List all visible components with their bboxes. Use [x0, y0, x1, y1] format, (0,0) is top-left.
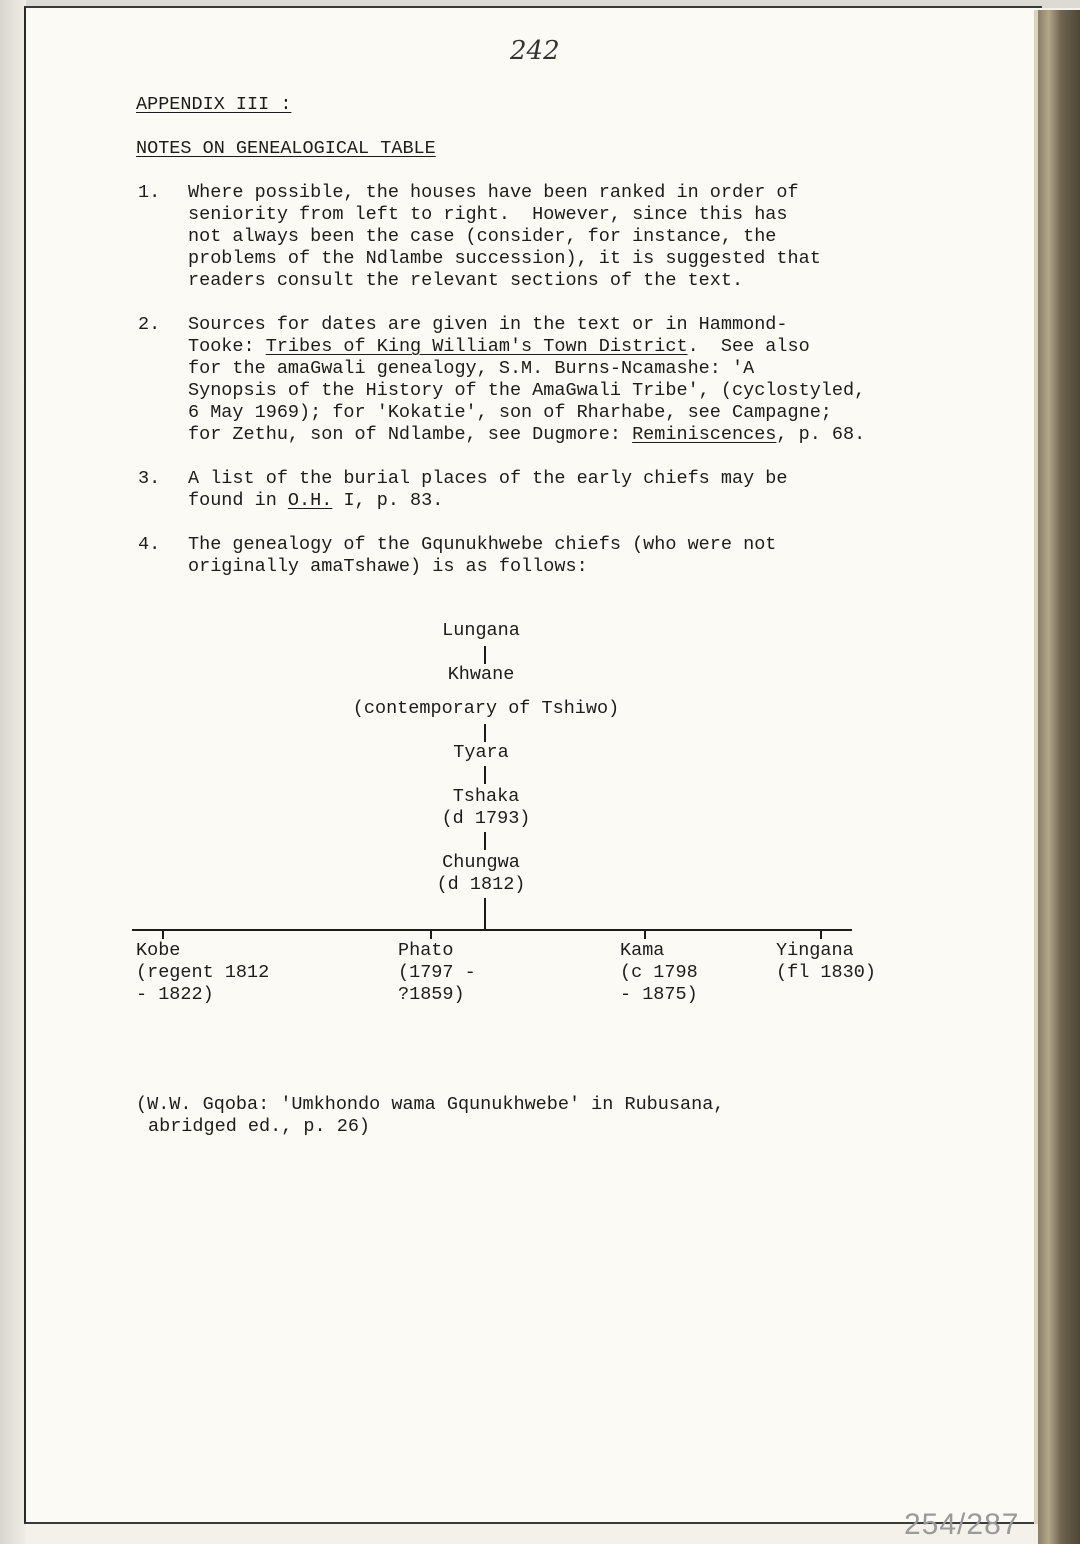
- note-3-number: 3.: [138, 468, 161, 489]
- tree-drop: [430, 929, 432, 939]
- tree-drop: [644, 929, 646, 939]
- note-2-line: Synopsis of the History of the AmaGwali Tribe', (cyclostyled,: [188, 380, 866, 401]
- note-1-line: readers consult the relevant sections of the text.: [188, 270, 744, 291]
- notes-title: NOTES ON GENEALOGICAL TABLE: [136, 138, 436, 159]
- tree-sibling-bar: [132, 929, 852, 931]
- note-2-text: , p. 68.: [776, 424, 866, 445]
- genealogy-tshaka: Tshaka: [452, 786, 520, 807]
- reference-oh: O.H.: [287, 490, 333, 511]
- genealogy-child-name: Kama: [620, 940, 665, 961]
- note-1-line: seniority from left to right. However, since this has: [188, 204, 788, 225]
- genealogy-child-name: Yingana: [776, 940, 854, 961]
- note-2-line: [188, 424, 865, 446]
- note-2-text: for Zethu, son of Ndlambe, see Dugmore:: [188, 424, 633, 445]
- note-2-line: Sources for dates are given in the text or in Hammond-: [188, 314, 788, 335]
- book-title-tribes: Tribes of King William's Town District: [265, 336, 688, 357]
- tree-drop: [820, 929, 822, 939]
- genealogy-child-name: Kobe: [136, 940, 181, 961]
- note-3-text: found in: [188, 490, 288, 511]
- tree-drop: [162, 929, 164, 939]
- note-2-line: 6 May 1969); for 'Kokatie', son of Rharhabe, see Campagne;: [188, 402, 832, 423]
- genealogy-chungwa: Chungwa: [442, 852, 520, 873]
- genealogy-child-dates: - 1822): [136, 984, 214, 1005]
- scan-left-edge: [0, 0, 26, 1544]
- genealogy-khwane-note: (contemporary of Tshiwo): [352, 698, 620, 719]
- note-2-number: 2.: [138, 314, 161, 335]
- handwritten-page-number: 242: [510, 36, 560, 66]
- note-2-line: [188, 336, 810, 358]
- note-1-line: not always been the case (consider, for instance, the: [188, 226, 777, 247]
- genealogy-child-dates: (c 1798: [620, 962, 698, 983]
- note-3-line: A list of the burial places of the early chiefs may be: [188, 468, 788, 489]
- tree-connector: [484, 646, 486, 664]
- citation-line: (W.W. Gqoba: 'Umkhondo wama Gqunukhwebe' in Rubusana,: [136, 1094, 725, 1115]
- genealogy-child-dates: ?1859): [398, 984, 465, 1005]
- note-3-text: I, p. 83.: [332, 490, 444, 511]
- genealogy-child-dates: - 1875): [620, 984, 698, 1005]
- page-counter: 254/287: [904, 1508, 1020, 1541]
- tree-connector: [484, 832, 486, 850]
- genealogy-child-name: Phato: [398, 940, 454, 961]
- note-1-line: problems of the Ndlambe succession), it is suggested that: [188, 248, 821, 269]
- tree-connector: [484, 724, 486, 742]
- genealogy-khwane: Khwane: [447, 664, 515, 685]
- note-2-text: . See also: [687, 336, 810, 357]
- note-3-line: [188, 490, 443, 512]
- genealogy-child-dates: (regent 1812: [136, 962, 270, 983]
- note-4-line: originally amaTshawe) is as follows:: [188, 556, 588, 577]
- citation-line: abridged ed., p. 26): [148, 1116, 371, 1137]
- note-1-number: 1.: [138, 182, 161, 203]
- book-spine: [1038, 10, 1080, 1544]
- note-2-text: Tooke:: [188, 336, 266, 357]
- tree-connector: [484, 898, 486, 930]
- appendix-heading: APPENDIX III :: [136, 94, 292, 115]
- genealogy-child-dates: (1797 -: [398, 962, 476, 983]
- book-title-reminiscences: Reminiscences: [632, 424, 777, 445]
- note-1-line: Where possible, the houses have been ranked in order of: [188, 182, 799, 203]
- note-4-line: The genealogy of the Gqunukhwebe chiefs (who were not: [188, 534, 777, 555]
- genealogy-tshaka-dates: (d 1793): [441, 808, 531, 829]
- genealogy-child-dates: (fl 1830): [776, 962, 876, 983]
- genealogy-lungana: Lungana: [442, 620, 520, 641]
- genealogy-tyara: Tyara: [453, 742, 509, 763]
- note-2-line: for the amaGwali genealogy, S.M. Burns-Ncamashe: 'A: [188, 358, 755, 379]
- tree-connector: [484, 766, 486, 784]
- note-4-number: 4.: [138, 534, 161, 555]
- genealogy-chungwa-dates: (d 1812): [436, 874, 526, 895]
